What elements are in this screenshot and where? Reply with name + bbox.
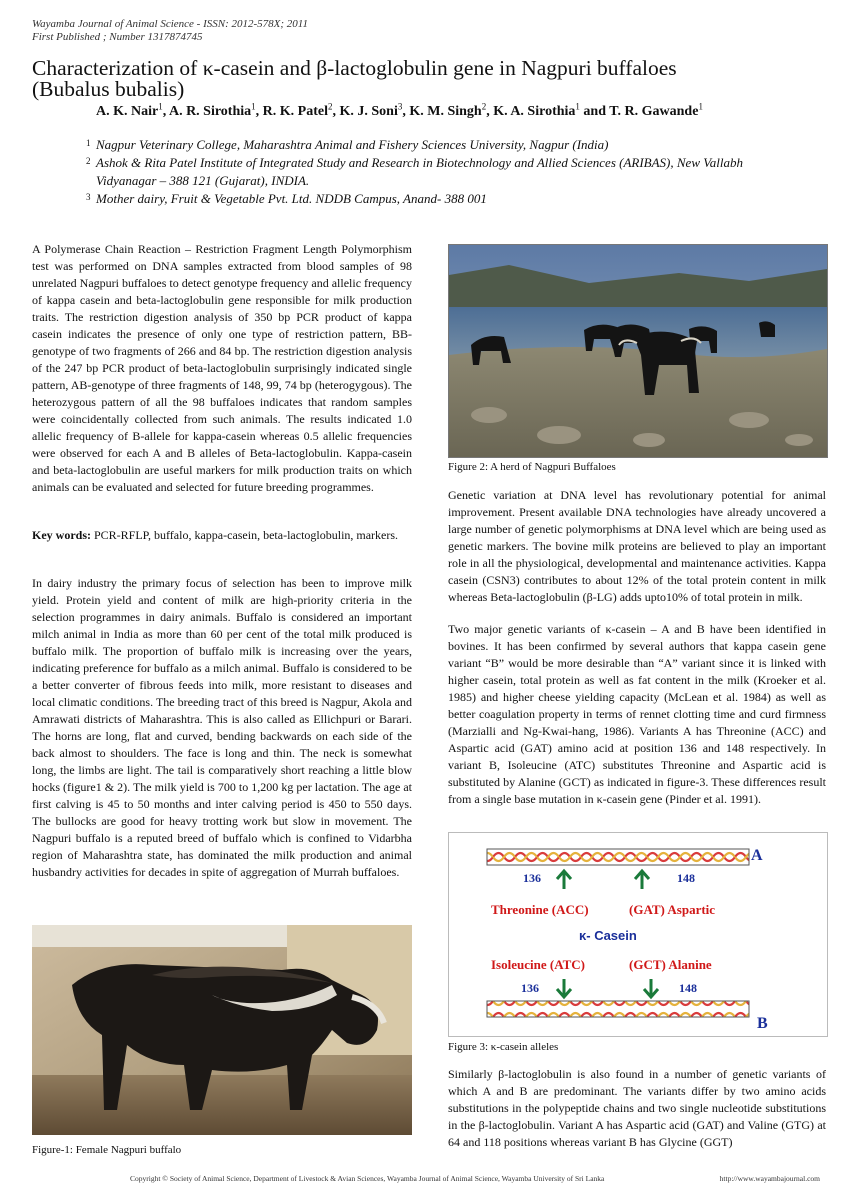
right-paragraph-3: Similarly β-lactoglobulin is also found in a number of genetic variants of which A and B are predominant. The variants differ by two amino acids substitutions in the polypeptide chains and two single nucleotide substitutions in the β-lactoglobulin. Variant A has Aspartic acid (GAT) and Valine (GTG) at 64 and 118 positions whereas variant B has Glycine (GGT) <box>448 1067 826 1149</box>
allele-b-label: B <box>757 1015 768 1032</box>
allele-a-label: A <box>751 847 763 864</box>
figure-1-photo <box>32 925 412 1135</box>
affiliations <box>86 136 826 208</box>
position-148-b: 148 <box>679 981 697 995</box>
kappa-casein-label: κ- Casein <box>579 928 637 943</box>
arrow-up-148 <box>635 871 649 889</box>
figure-2-caption: Figure 2: A herd of Nagpuri Buffaloes <box>448 461 616 473</box>
introduction <box>32 575 412 881</box>
right-paragraph-1: Genetic variation at DNA level has revolutionary potential for animal improvement. Present available DNA technologies have already uncovered a large number of genetic polymorphisms at DNA level which are being used as genetic markers. The bovine milk proteins are believed to play an important role in all the physiological, developmental and maintenance activities. Kappa casein (CSN3) contributes to about 12% of the total protein content in milk whereas Beta-lactoglobulin (β-LG) adds upto10% of total protein in milk. <box>448 488 826 604</box>
footer-url-link[interactable]: http://www.wayambajournal.com <box>719 1174 820 1183</box>
author: K. J. Soni <box>339 104 398 119</box>
affiliation-2: 2 Ashok & Rita Patel Institute of Integrated Study and Research in Biotechnology and Allied Sciences (ARIBAS), New Vallabh Vidyanagar – 388 121 (Gujarat), INDIA. <box>86 155 743 188</box>
alanine-label: (GCT) Alanine <box>629 957 712 972</box>
authors-and: and <box>583 104 606 119</box>
figure-3-diagram <box>448 832 828 1037</box>
position-136-a: 136 <box>523 871 541 885</box>
author-sup: 1 <box>158 101 163 112</box>
page-footer <box>130 1174 820 1183</box>
threonine-label: Threonine (ACC) <box>491 902 589 917</box>
affiliation-3: 3 Mother dairy, Fruit & Vegetable Pvt. Ltd. NDDB Campus, Anand- 388 001 <box>86 191 487 206</box>
author-sup: 2 <box>481 101 487 112</box>
figure-2-photo <box>448 244 828 458</box>
herd-photo-illustration <box>449 245 827 457</box>
author: A. R. Sirothia <box>168 104 252 119</box>
journal-header <box>32 18 308 44</box>
author: K. A. Sirothia <box>493 104 576 119</box>
author-sup: 3 <box>397 101 403 112</box>
abstract <box>32 241 412 496</box>
author: A. K. Nair <box>96 104 159 119</box>
author: K. M. Singh <box>409 104 482 119</box>
author-sup: 2 <box>327 101 333 112</box>
aspartic-label: (GAT) Aspartic <box>629 902 716 917</box>
journal-issn: Wayamba Journal of Animal Science - ISSN: 2012-578X; 2011 <box>32 18 308 30</box>
kappa-casein-allele-diagram <box>449 833 827 1036</box>
keywords <box>32 527 412 544</box>
title-line-1: Characterization of κ-casein and β-lactoglobulin gene in Nagpuri buffaloes <box>32 56 677 80</box>
author-sup: 1 <box>698 101 703 112</box>
author-sup: 1 <box>251 101 256 112</box>
position-148-a: 148 <box>677 871 695 885</box>
strand-a <box>487 849 749 865</box>
author-sup: 1 <box>575 101 580 112</box>
affiliation-1: 1 Nagpur Veterinary College, Maharashtra Animal and Fishery Sciences University, Nagpur (India) <box>86 137 609 152</box>
footer-copyright: Copyright © Society of Animal Science, Department of Livestock & Avian Sciences, Wayamba Journal of Animal Science, Wayamba University of Sri Lanka <box>130 1174 605 1183</box>
arrow-up-136 <box>557 871 571 889</box>
buffalo-photo-illustration <box>32 925 412 1135</box>
journal-number: First Published ; Number 1317874745 <box>32 31 203 43</box>
author-list: A. K. Nair$^1$, A. R. Sirothia$^1$, R. K. Patel$^2$, K. J. Soni$^3$, K. M. Singh$^2$, K. A. Sirothia$^1$ and T. R. Gawande$^1$ <box>96 101 703 119</box>
strand-b <box>487 1001 749 1017</box>
intro-text: In dairy industry the primary focus of selection has been to improve milk yield. Protein yield and content of milk are high-priority criteria in the selection programmes in dairy animals. Buffalo is considered an important milch animal in India as more than 60 per cent of the total milk produced is buffalo milk. The proportion of buffalo milk is increasing over the years, indicating preference for buffalo as a milch animal. Buffalo is considered to be a better converter of fibrous feeds into milk, more resistant to diseases and local climatic conditions. The breeding tract of this breed is Nagpur, Akola and Amrawati districts of Maharashtra. This is also called as Ellichpuri or Barari. The horns are long, flat and curved, bending backwards on each side of the back almost to shoulders. The face is long and thin. The neck is somewhat long, the limbs are light. The tail is comparatively short reaching a little blow hocks (figure1 & 2). The milk yield is 700 to 1,200 kg per lactation. The age at first calving is 45 to 50 months and inter calving period is 450 to 550 days. The bullocks are good for heavy trotting work but slow in movement. The Nagpuri buffalo is a reputed breed of buffalo which is confined to Vidarbha region of Maharashtra state, has dominated the milk production and animal husbandry activities for decades in spite of aggregation of Murrah buffaloes. <box>32 576 412 879</box>
arrow-down-148 <box>644 979 658 997</box>
keywords-label: Key words: <box>32 528 91 542</box>
abstract-text: A Polymerase Chain Reaction – Restriction Fragment Length Polymorphism test was performed on DNA samples extracted from blood samples of 98 unrelated Nagpuri buffaloes to detect genotype frequency and allelic frequency of kappa casein and beta-lactoglobulin gene responsible for milk production traits. The restriction digestion analysis of 350 bp PCR product of kappa casein indicates the presence of only one type of restriction pattern, BB-genotype of two fragments of 266 and 84 bp. The restriction digestion analysis of the 247 bp PCR product of beta-lactoglobulin surprisingly indicated single pattern, AB-genotype of three fragments of 148, 99, 74 bp (heterogygous). The heterozygous pattern of all the 98 buffaloes indicates that random samples were coincidentally collected from such animals. The results indicated 1.0 allelic frequency of B-allele for kappa-casein whereas 0.5 allelic frequencies were observed for each A and B alleles of Beta-lactoglobulin. Kappa-casein and beta-lactoglobulin are useful markers for milk production traits on which animals can be evaluated and selected for future breeding programmes. <box>32 242 412 494</box>
title-line-2: (Bubalus bubalis) <box>32 77 185 101</box>
author: T. R. Gawande <box>609 104 699 119</box>
figure-3-caption: Figure 3: κ-casein alleles <box>448 1041 559 1053</box>
paper-title <box>32 58 822 100</box>
arrow-down-136 <box>557 979 571 997</box>
position-136-b: 136 <box>521 981 539 995</box>
isoleucine-label: Isoleucine (ATC) <box>491 957 586 972</box>
right-paragraph-2: Two major genetic variants of κ-casein – A and B have been identified in bovines. It has been confirmed by several authors that kappa casein gene variant “B” would be more desirable than “A” variant since it is linked with higher casein, total protein as well as fat content in the milk (Kroeker et al. 1985) and higher cheese yielding capacity (McLean et al. 1984) as well as better coagulation property in terms of rennet clotting time and curd firmness (Marzialli and Ng-Kwai-hang, 1986). Variants A has Threonine (ACC) and Aspartic acid (GAT) amino acid at position 136 and 148 respectively. In variant B, Isoleucine (ATC) substitutes Threonine and Aspartic acid is substituted by Alanine (GCT) as indicated in figure-3. These differences result from a single base mutation in κ-casein gene (Pinder et al. 1991). <box>448 622 826 806</box>
keywords-text: PCR-RFLP, buffalo, kappa-casein, beta-lactoglobulin, markers. <box>91 528 399 542</box>
author: R. K. Patel <box>262 104 328 119</box>
figure-1-caption: Figure-1: Female Nagpuri buffalo <box>32 1144 182 1156</box>
